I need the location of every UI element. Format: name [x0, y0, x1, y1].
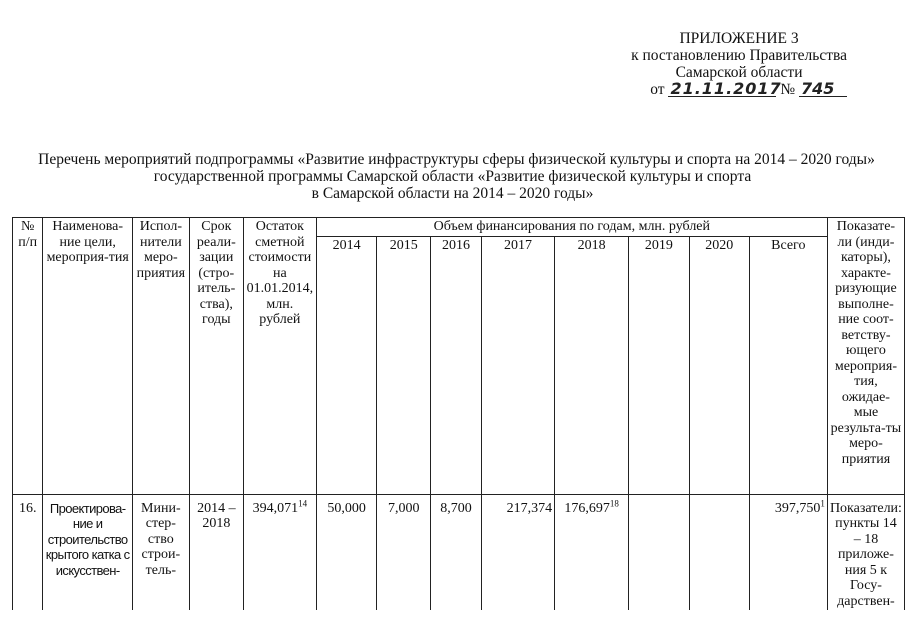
row-indicators: Показатели: пункты 14 – 18 приложе-ния 5 к Госу-дарствен- — [827, 494, 904, 610]
appendix-region: Самарской области — [675, 64, 803, 81]
header-term: Срок реали-зации (стро-итель-ства), годы — [189, 218, 243, 495]
title-line-2: государственной программы Самарской области «Развитие физической культуры и спорта — [153, 168, 752, 185]
header-year-2020: 2020 — [689, 236, 749, 494]
row-total-footnote: 1 — [820, 497, 825, 508]
number-label: № — [780, 81, 796, 98]
row-num: 16. — [13, 494, 43, 610]
header-year-2016: 2016 — [431, 236, 482, 494]
header-row-1 — [13, 218, 905, 237]
appendix-resolution: к постановлению Правительства — [631, 47, 847, 64]
table-row — [13, 494, 905, 610]
row-2017: 217,374 — [481, 494, 554, 610]
row-2015: 7,000 — [377, 494, 431, 610]
row-2018-footnote: 18 — [609, 497, 619, 508]
row-balance-footnote: 14 — [298, 497, 308, 508]
header-name: Наименова-ние цели, мероприя-тия — [43, 218, 133, 495]
header-executor: Испол-нители меро-приятия — [132, 218, 189, 495]
row-2018 — [555, 494, 629, 610]
from-label: от — [650, 81, 665, 98]
appendix-heading: ПРИЛОЖЕНИЕ 3 — [679, 30, 799, 47]
header-year-2019: 2019 — [629, 236, 690, 494]
header-num: № п/п — [13, 218, 43, 495]
row-term: 2014 – 2018 — [189, 494, 243, 610]
header-year-2015: 2015 — [377, 236, 431, 494]
handwritten-number: 745 — [799, 81, 847, 97]
header-balance: Остаток сметной стоимости на 01.01.2014, млн. рублей — [243, 218, 316, 495]
header-total: Всего — [749, 236, 827, 494]
measures-table — [12, 217, 905, 610]
row-balance — [243, 494, 316, 610]
row-executor: Мини-стер-ство строи-тель- — [132, 494, 189, 610]
row-total — [749, 494, 827, 610]
handwritten-date: 21.11.2017 — [670, 79, 782, 98]
row-balance-value: 394,071 — [252, 500, 299, 516]
row-total-value: 397,750 — [774, 500, 821, 516]
header-year-2017: 2017 — [481, 236, 554, 494]
document-title — [0, 151, 905, 202]
row-2014: 50,000 — [316, 494, 377, 610]
row-name: Проектирова-ние и строительство крытого катка с искусствен- — [43, 494, 133, 610]
header-year-2018: 2018 — [555, 236, 629, 494]
header-funding-group: Объем финансирования по годам, млн. рублей — [316, 218, 827, 237]
row-2016: 8,700 — [431, 494, 482, 610]
header-indicators: Показате-ли (инди-каторы), характе-ризующие выполне-ние соот-ветству-ющего мероприя-тия, ожидае-мые результа-ты меро-приятия — [827, 218, 904, 495]
title-line-1: Перечень мероприятий подпрограммы «Развитие инфраструктуры сферы физической культуры и спорта на 2014 – 2020 годы» — [38, 151, 875, 168]
title-line-3: в Самарской области на 2014 – 2020 годы» — [311, 185, 594, 202]
row-2019 — [629, 494, 690, 610]
appendix-date-line — [631, 81, 847, 98]
appendix-block — [631, 30, 847, 98]
header-year-2014: 2014 — [316, 236, 377, 494]
row-2020 — [689, 494, 749, 610]
row-2018-value: 176,697 — [564, 500, 610, 516]
